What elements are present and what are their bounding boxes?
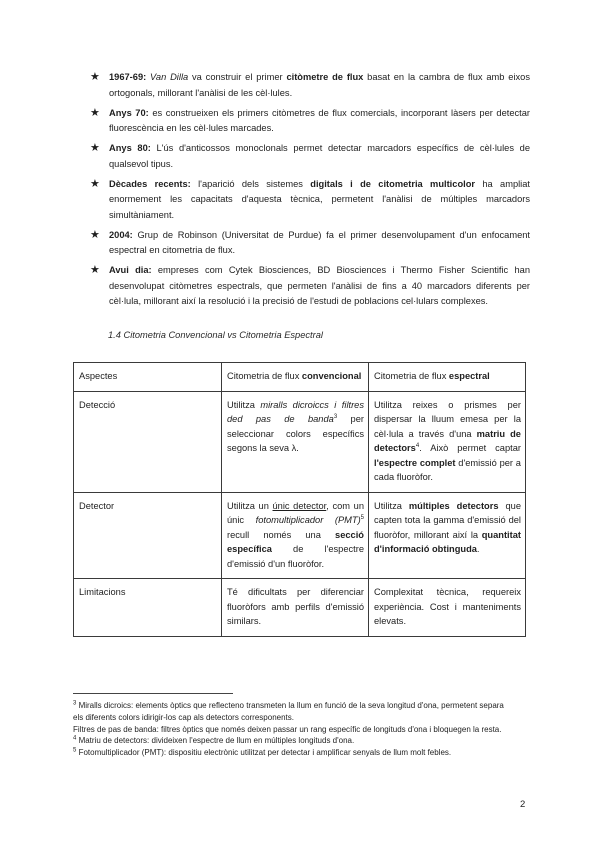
comparison-table [73,362,526,637]
table-header-row [74,363,526,392]
timeline-item-1967: ★ 1967-69: Van Dilla va construir el primer citòmetre de flux basat en la cambra de flux amb eixos ortogonals, millorant l'anàlisi de les cèl·lules. [90,71,530,98]
table-row-detection [74,391,526,492]
star-icon: ★ [90,142,100,154]
footnote-divider [73,693,233,694]
timeline-item-2004: ★ 2004: Grup de Robinson (Universitat de Purdue) fa el primer desenvolupament d'un enfocament espectral en citometria de flux. [90,228,530,255]
star-icon: ★ [90,228,100,241]
timeline-list [90,70,530,314]
header-conventional: Citometria de flux convencional [222,363,369,392]
cell-spectral: Complexitat tècnica, requereix experiència. Cost i manteniments elevats. [369,579,526,637]
star-icon: ★ [90,264,100,276]
timeline-item-80s: ★ Anys 80: L'ús d'anticossos monoclonals permet detectar marcadors específics de cèl·lules de qualsevol tipus. [90,142,530,169]
cell-conventional: Utilitza miralls dicroiccs i filtres ded pas de banda$^3$ per seleccionar colors específics segons la seva λ. [222,391,369,492]
star-icon: ★ [90,177,100,190]
star-icon: ★ [90,106,100,119]
table-row-limitations [74,579,526,637]
cell-conventional: Té dificultats per diferenciar fluoròfors amb perfils d'emissió similars. [222,579,369,637]
row-label: Detecció [74,391,222,492]
row-label: Detector [74,492,222,579]
cell-spectral: Utilitza reixes o prismes per dispersar la lluum emesa per la cèl·lula a través d'una matriu de detectors$^4$. Això permet captar l'espectre complet d'emissió per a cada fluoròfor. [369,391,526,492]
footnote-3: $^3$ Miralls dicroics: elements òptics que reflecteno transmeten la llum en funció de la seva longitud d'ona, permetent separa els diferents colors idirigir-los cap als detectors corresponents. [73,700,504,722]
footnote-bandpass: Filtres de pas de banda: filtres òptics que només deixen passar un rang específic de longituds d'ona i bloquegen la resta. [73,724,502,734]
timeline-item-70s: ★ Anys 70: es construeixen els primers citòmetres de flux comercials, incorporant làsers per detectar fluorescència en les cèl·lules marcades. [90,106,530,133]
header-aspects: Aspectes [74,363,222,392]
row-label: Limitacions [74,579,222,637]
table-row-detector [74,492,526,579]
footnote-5: $^5$ Fotomultiplicador (PMT): dispositiu electrònic utilitzat per detectar i amplificar senyals de llum molt febles. [73,747,452,758]
star-icon: ★ [90,71,100,83]
header-spectral: Citometria de flux espectral [369,363,526,392]
cell-conventional: Utilitza un únic detector, com un únic fotomultiplicador (PMT)$^5$ recull només una secció específica de l'espectre d'emissió d'un fluoròfor. [222,492,369,579]
page-number: 2 [520,799,526,810]
timeline-item-today: ★ Avui dia: empreses com Cytek Biosciences, BD Biosciences i Thermo Fisher Scientific han desenvolupat citòmetres espectrals, que permeten l'anàlisi de fins a 40 marcadors diferents per cèl·lula, millorant així la resolució i la precisió de l'estudi de poblacions cel·lulars complexes. [90,264,530,306]
section-heading: 1.4 Citometria Convencional vs Citometria Espectral [108,330,323,340]
cell-spectral: Utilitza múltiples detectors que capten tota la gamma d'emissió del fluoròfor, millorant així la quantitat d'informació obtinguda. [369,492,526,579]
footnote-4: $^4$ Matriu de detectors: divideixen l'espectre de llum en múltiples longituds d'ona. [73,735,355,746]
timeline-item-recent: ★ Dècades recents: l'aparició dels sistemes digitals i de citometria multicolor ha ampliat enormement les capacitats d'aquesta tècnica, permetent l'anàlisi de múltiples marcadors simultàniament. [90,177,530,220]
footnotes [73,693,513,759]
